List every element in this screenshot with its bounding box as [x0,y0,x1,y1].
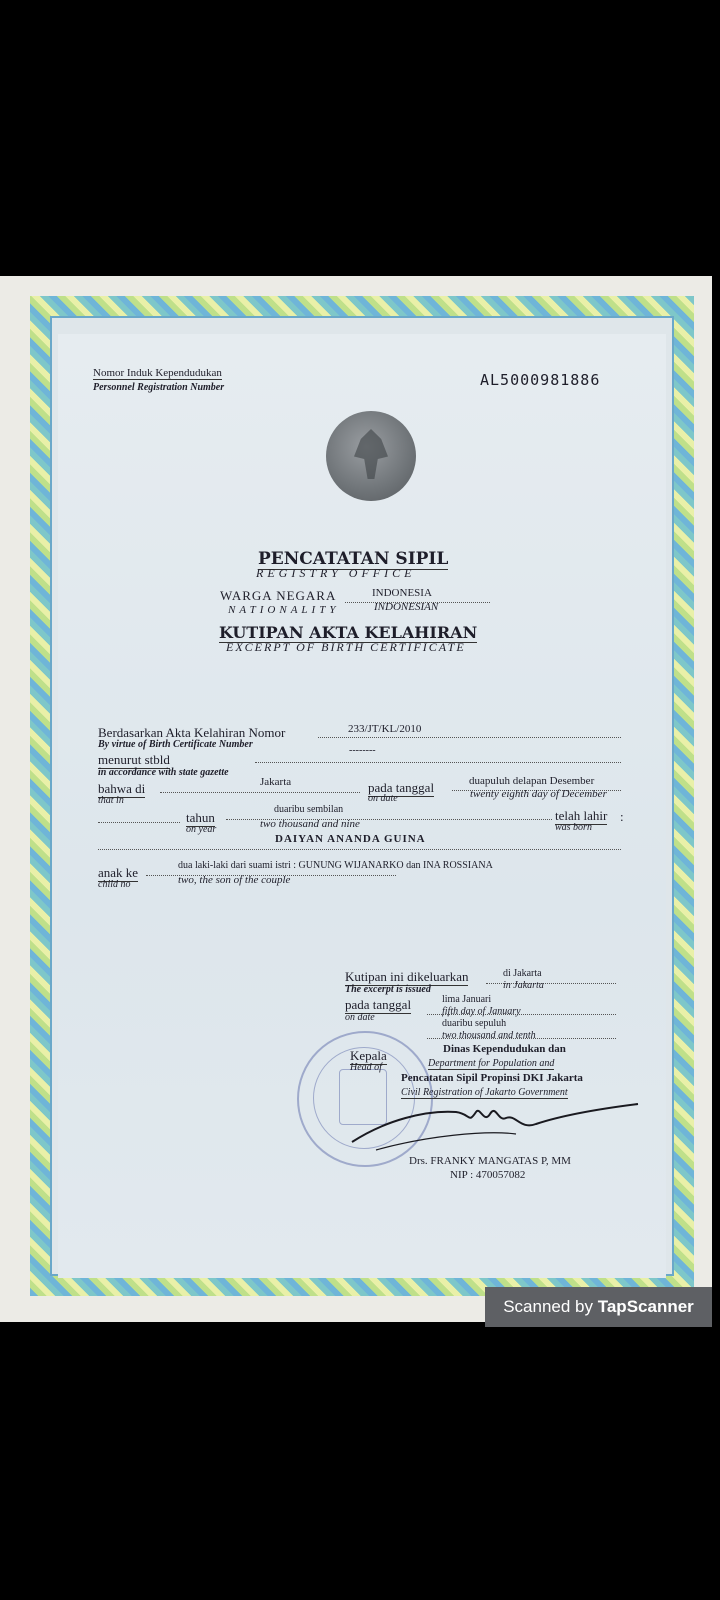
place-label-en: that in [98,795,124,806]
issue-year-value-en: two thousand and tenth [442,1030,536,1041]
cert-number-label-en: By virtue of Birth Certificate Number [98,739,253,750]
nationality-label: WARGA NEGARA [220,588,337,603]
stbld-label: menurut stbld [98,752,170,767]
document-title-en: EXCERPT OF BIRTH CERTIFICATE [226,640,466,654]
nationality-value: INDONESIA [372,587,432,599]
child-order-value-en: two, the son of the couple [178,874,291,886]
office-title: PENCATATAN SIPIL [258,549,449,569]
birth-date-value: duapuluh delapan Desember [469,775,595,787]
signatory-name: Drs. FRANKY MANGATAS P, MM [409,1155,571,1167]
office-title-en: REGISTRY OFFICE [256,566,416,580]
nik-label: Nomor Induk Kependudukan [93,367,222,379]
issue-date-value-en: fifth day of January [442,1006,521,1017]
birth-year-value-en: two thousand and nine [260,818,360,830]
serial-number: AL5000981886 [480,371,601,389]
birth-year-label: tahun [186,810,215,825]
issue-year-value: duaribu sepuluh [442,1018,507,1029]
head-label: Kepala [350,1048,387,1063]
issue-date-value: lima Januari [442,994,492,1005]
issued-label: Kutipan ini dikeluarkan [345,969,469,984]
scanner-badge [485,1287,712,1327]
document-title: KUTIPAN AKTA KELAHIRAN [219,623,478,642]
issued-place-en: in Jakarta [503,980,544,991]
issued-label-en: The excerpt is issued [345,984,431,995]
birth-year-value: duaribu sembilan [274,804,344,815]
stbld-label-en: in accordance with state gazette [98,767,229,778]
department-line1-en: Department for Population and [428,1058,555,1069]
issued-place: di Jakarta [503,968,542,979]
birth-year-label-en: on year [186,824,217,835]
issue-date-label: pada tanggal [345,997,412,1012]
nationality-value-en: INDONESIAN [374,601,439,613]
department-line2: Pencatatan Sipil Propinsi DKI Jakarta [401,1072,583,1084]
department-line1: Dinas Kependudukan dan [443,1043,566,1055]
badge-brand: TapScanner [597,1297,694,1316]
birth-date-value-en: twenty eighth day of December [470,788,607,800]
born-label-en: was born [555,822,592,833]
garuda-emblem-icon [326,411,416,501]
place-label: bahwa di [98,781,146,796]
badge-prefix: Scanned by [503,1297,593,1316]
cert-number: 233/JT/KL/2010 [348,723,422,735]
nik-label-en: Personnel Registration Number [93,382,225,393]
cert-number-label: Berdasarkan Akta Kelahiran Nomor [98,725,286,740]
child-order-label-en: child no [98,879,131,890]
nationality-label-en: NATIONALITY [228,604,340,616]
place-value: Jakarta [260,776,292,788]
birth-date-label: pada tanggal [368,780,435,795]
child-name: DAIYAN ANANDA GUINA [275,833,426,845]
birth-date-label-en: on date [368,793,398,804]
head-label-en: Head of [350,1062,382,1073]
cert-dashes: -------- [349,745,376,756]
issue-date-label-en: on date [345,1012,375,1023]
child-order-value: dua laki-laki dari suami istri : GUNUNG WIJANARKO dan INA ROSSIANA [178,860,493,871]
born-label: telah lahir [555,808,608,823]
department-line2-en: Civil Registration of Jakarto Government [401,1087,568,1098]
signature-icon [346,1090,646,1160]
signatory-nip: NIP : 470057082 [450,1169,526,1181]
child-order-label: anak ke [98,865,139,880]
born-colon: : [620,809,624,824]
